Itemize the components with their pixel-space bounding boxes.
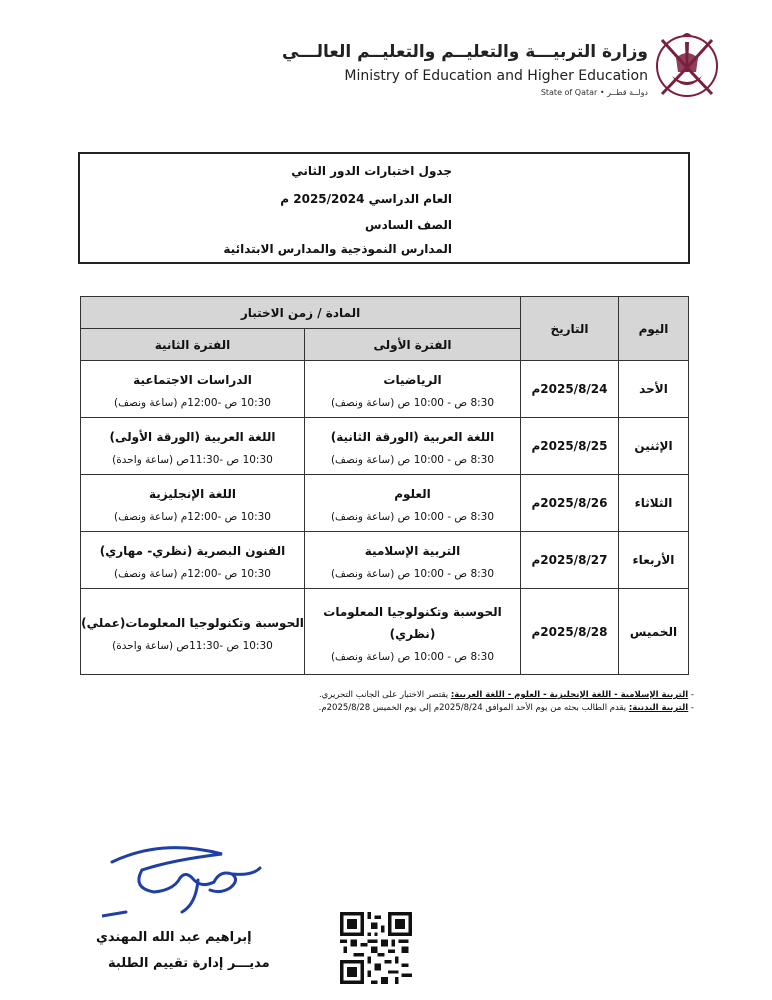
title-line-2: العام الدراسي 2025/2024 م xyxy=(280,192,452,206)
date-cell: 2025/8/28م xyxy=(521,589,619,675)
title-line-3: الصف السادس xyxy=(365,218,452,232)
date-cell: 2025/8/25م xyxy=(521,418,619,475)
subject-name: اللغة العربية (الورقة الثانية) xyxy=(330,430,495,444)
signatory-name: إبراهيم عبد الله المهندي xyxy=(96,930,252,945)
day-cell: الخميس xyxy=(619,589,689,675)
period-2-cell xyxy=(81,475,305,532)
qr-code-icon xyxy=(340,912,412,984)
subject-name: الدراسات الاجتماعية xyxy=(133,373,252,387)
signature-icon xyxy=(102,840,292,920)
exam-time: 8:30 ص - 10:00 ص (ساعة ونصف) xyxy=(330,397,495,409)
signatory-title: مديـــر إدارة تقييم الطلبة xyxy=(108,956,270,971)
exam-time: 10:30 ص -12:00م (ساعة ونصف) xyxy=(114,511,271,523)
date-cell: 2025/8/24م xyxy=(521,361,619,418)
period-1-cell xyxy=(305,532,521,589)
exam-time: 10:30 ص -12:00م (ساعة ونصف) xyxy=(114,568,271,580)
exam-schedule-table xyxy=(80,296,689,675)
qatar-emblem-icon xyxy=(652,28,722,106)
exam-time: 10:30 ص -12:00م (ساعة ونصف) xyxy=(114,397,271,409)
header-period-1: الفترة الأولى xyxy=(305,329,521,361)
subject-name: اللغة الإنجليزية xyxy=(149,487,236,501)
subject-name: الحوسبة وتكنولوجيا المعلومات xyxy=(323,604,502,619)
exam-time: 10:30 ص -11:30ص (ساعة واحدة) xyxy=(112,639,273,652)
period-1-cell xyxy=(305,475,521,532)
day-cell: الإثنين xyxy=(619,418,689,475)
subject-type: (نظري) xyxy=(389,626,436,641)
subject-name: التربية الإسلامية xyxy=(364,544,461,558)
exam-time: 8:30 ص - 10:00 ص (ساعة ونصف) xyxy=(330,511,495,523)
subject-name: العلوم xyxy=(394,487,431,501)
table-row xyxy=(81,532,689,589)
header-subject: المادة / زمن الاختبار xyxy=(81,297,521,329)
state-of-qatar-label: State of Qatar • دولــة قطــر xyxy=(540,88,648,97)
date-cell: 2025/8/27م xyxy=(521,532,619,589)
table-row xyxy=(81,589,689,675)
period-1-cell xyxy=(305,361,521,418)
note-physical-education: - التربية البدنية: يقدم الطالب بحثه من يوم الأحد الموافق 2025/8/24م إلى يوم الخميس 2025/8/28م. xyxy=(318,703,694,713)
table-row xyxy=(81,361,689,418)
exam-time: 8:30 ص - 10:00 ص (ساعة ونصف) xyxy=(330,454,495,466)
ministry-name-english: Ministry of Education and Higher Education xyxy=(344,68,648,84)
exam-time: 10:30 ص -11:30ص (ساعة واحدة) xyxy=(112,454,273,466)
day-cell: الثلاثاء xyxy=(619,475,689,532)
subject-name: اللغة العربية (الورقة الأولى) xyxy=(109,430,276,444)
period-2-cell xyxy=(81,361,305,418)
exam-time: 8:30 ص - 10:00 ص (ساعة ونصف) xyxy=(330,650,495,663)
title-line-1: جدول اختبارات الدور الثاني xyxy=(291,164,452,178)
notes xyxy=(319,690,694,716)
table-row xyxy=(81,418,689,475)
period-2-cell xyxy=(81,532,305,589)
day-cell: الأحد xyxy=(619,361,689,418)
day-cell: الأربعاء xyxy=(619,532,689,589)
period-2-cell xyxy=(81,589,305,675)
subject-name: الفنون البصرية (نظري- مهاري) xyxy=(99,544,286,558)
period-2-cell xyxy=(81,418,305,475)
table-row xyxy=(81,475,689,532)
header-day: اليوم xyxy=(619,297,689,361)
ministry-name-arabic: وزارة التربيـــة والتعليــم والتعليــم العالـــي xyxy=(282,42,648,62)
period-1-cell xyxy=(305,418,521,475)
header-date: التاريخ xyxy=(521,297,619,361)
date-cell: 2025/8/26م xyxy=(521,475,619,532)
subject-name: الحوسبة وتكنولوجيا المعلومات(عملي) xyxy=(81,615,304,630)
exam-title-box xyxy=(78,152,690,264)
title-line-4: المدارس النموذجية والمدارس الابتدائية xyxy=(223,242,452,256)
exam-time: 8:30 ص - 10:00 ص (ساعة ونصف) xyxy=(330,568,495,580)
period-1-cell xyxy=(305,589,521,675)
header-period-2: الفترة الثانية xyxy=(81,329,305,361)
note-written-only: - التربية الإسلامية - اللغة الإنجليزية - العلوم - اللغة العربية: يقتصر الاختبار على الجانب التحريري. xyxy=(318,690,694,700)
subject-name: الرياضيات xyxy=(383,373,442,387)
